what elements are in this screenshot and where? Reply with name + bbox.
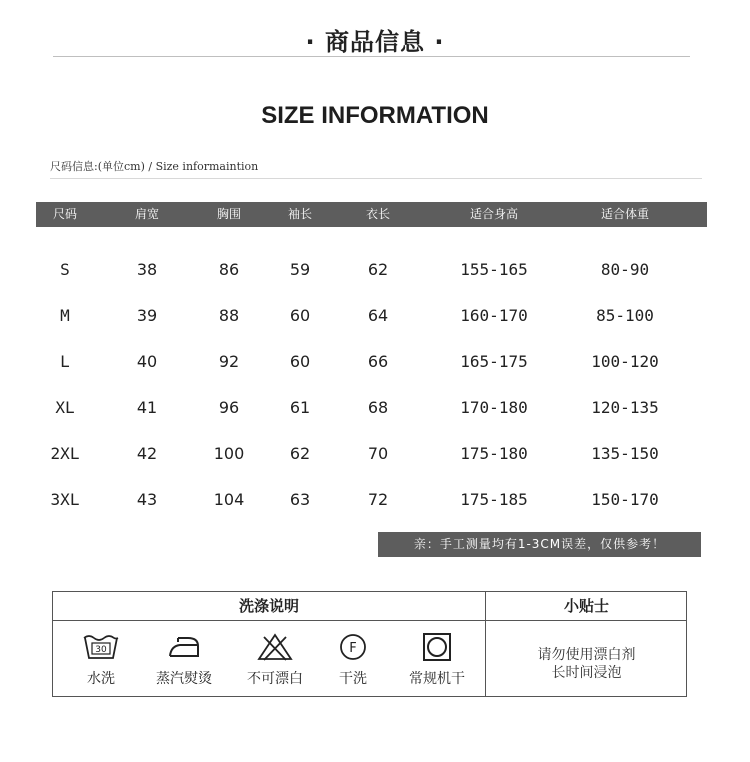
cell-weight: 85-100 (596, 306, 654, 325)
cell-length: 72 (367, 490, 389, 509)
care-divider-horizontal (53, 620, 686, 621)
tumble-dry-icon (417, 632, 457, 662)
cell-shoulder: 40 (136, 352, 158, 371)
cell-chest: 86 (218, 260, 240, 279)
cell-height: 175-180 (460, 444, 528, 463)
cell-size: XL (55, 398, 75, 417)
cell-size: L (60, 352, 70, 371)
cell-sleeve: 60 (289, 306, 311, 325)
cell-chest: 88 (218, 306, 240, 325)
table-row (0, 444, 750, 468)
care-label: 干洗 (339, 671, 367, 687)
cell-size: 2XL (50, 444, 80, 463)
subtitle-divider (50, 178, 702, 179)
column-header: 适合身高 (469, 207, 519, 221)
care-panel (52, 591, 687, 697)
cell-length: 62 (367, 260, 389, 279)
measurement-note: 亲：手工测量均有1-3CM误差，仅供参考！ (378, 532, 701, 557)
table-row (0, 398, 750, 422)
tips-title: 小贴士 (563, 597, 609, 615)
page-title-wrap (0, 22, 750, 57)
care-label: 常规机干 (409, 671, 465, 687)
cell-weight: 120-135 (591, 398, 659, 417)
size-heading: SIZE INFORMATION (261, 102, 489, 129)
cell-weight: 135-150 (591, 444, 659, 463)
cell-height: 170-180 (460, 398, 528, 417)
table-row (0, 260, 750, 284)
cell-size: S (60, 260, 70, 279)
cell-length: 66 (367, 352, 389, 371)
cell-height: 165-175 (460, 352, 528, 371)
cell-shoulder: 41 (136, 398, 158, 417)
size-table-header (36, 202, 707, 227)
cell-chest: 92 (218, 352, 240, 371)
steam-iron-icon (164, 632, 204, 662)
cell-shoulder: 42 (136, 444, 158, 463)
cell-size: 3XL (50, 490, 80, 509)
cell-length: 64 (367, 306, 389, 325)
tip-line: 长时间浸泡 (551, 665, 622, 681)
cell-shoulder: 39 (136, 306, 158, 325)
cell-sleeve: 63 (289, 490, 311, 509)
cell-sleeve: 61 (289, 398, 311, 417)
column-header: 尺码 (52, 207, 78, 221)
cell-length: 68 (367, 398, 389, 417)
dry-clean-icon (333, 632, 373, 662)
cell-chest: 100 (213, 444, 245, 463)
care-label: 蒸汽熨烫 (156, 671, 212, 687)
cell-height: 160-170 (460, 306, 528, 325)
cell-height: 175-185 (460, 490, 528, 509)
care-label: 不可漂白 (247, 671, 303, 687)
column-header: 袖长 (287, 207, 313, 221)
title-divider (53, 56, 690, 57)
column-header: 适合体重 (600, 207, 650, 221)
table-row (0, 306, 750, 330)
cell-height: 155-165 (460, 260, 528, 279)
cell-sleeve: 62 (289, 444, 311, 463)
cell-shoulder: 43 (136, 490, 158, 509)
wash-temperature: 30 (95, 645, 107, 655)
cell-shoulder: 38 (136, 260, 158, 279)
cell-sleeve: 59 (289, 260, 311, 279)
cell-weight: 80-90 (600, 260, 650, 279)
size-subtitle: 尺码信息:(单位cm) / Size informaintion (50, 160, 259, 173)
care-title: 洗涤说明 (238, 597, 299, 615)
wash-30-icon (81, 632, 121, 662)
page-title: · 商品信息 · (305, 28, 445, 56)
table-row (0, 490, 750, 514)
care-label: 水洗 (87, 671, 115, 687)
dry-clean-solvent: F (349, 641, 357, 656)
cell-weight: 150-170 (591, 490, 659, 509)
column-header: 肩宽 (134, 207, 160, 221)
tip-line: 请勿使用漂白剂 (537, 647, 636, 663)
no-bleach-icon (255, 632, 295, 662)
cell-sleeve: 60 (289, 352, 311, 371)
cell-size: M (60, 306, 70, 325)
cell-weight: 100-120 (591, 352, 659, 371)
cell-chest: 96 (218, 398, 240, 417)
cell-chest: 104 (213, 490, 245, 509)
column-header: 衣长 (365, 207, 391, 221)
column-header: 胸围 (216, 207, 242, 221)
table-row (0, 352, 750, 376)
cell-length: 70 (367, 444, 389, 463)
